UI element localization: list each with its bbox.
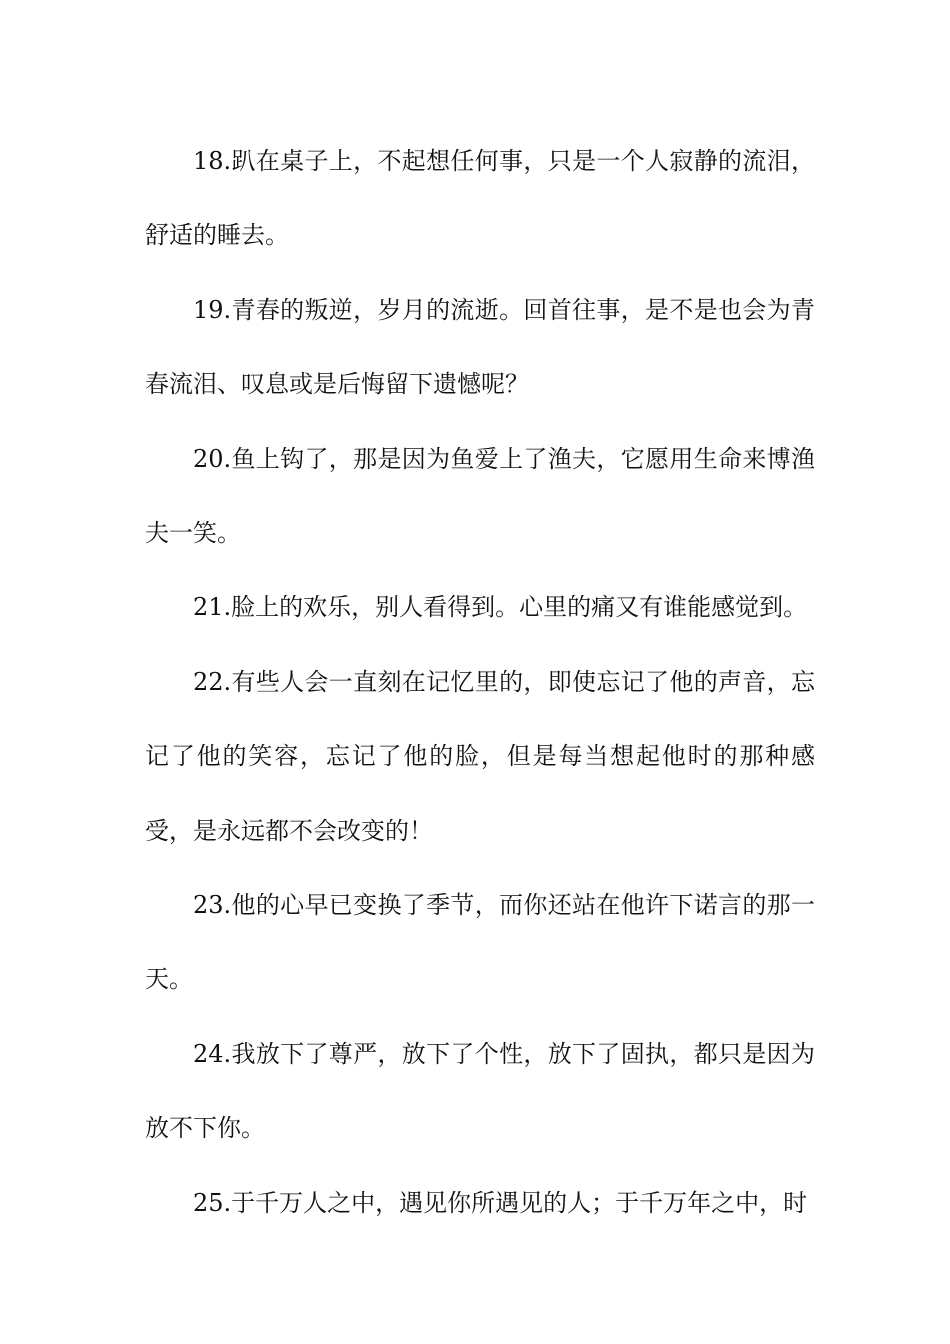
- paragraph-25: 25.于千万人之中，遇见你所遇见的人；于千万年之中，时: [193, 1188, 808, 1217]
- paragraph-24: 24.我放下了尊严，放下了个性，放下了固执，都只是因为放不下你。: [145, 1039, 815, 1143]
- paragraph-21: 21.脸上的欢乐，别人看得到。心里的痛又有谁能感觉到。: [193, 593, 808, 622]
- paragraph-18: 18.趴在桌子上，不起想任何事，只是一个人寂静的流泪，舒适的睡去。: [145, 147, 815, 250]
- paragraph-23: 23.他的心早已变换了季节，而你还站在他许下诺言的那一天。: [145, 891, 815, 994]
- document-body: [145, 124, 815, 1240]
- paragraph-20: 20.鱼上钩了，那是因为鱼爱上了渔夫，它愿用生命来博渔夫一笑。: [145, 444, 815, 548]
- paragraph-19: 19.青春的叛逆，岁月的流逝。回首往事，是不是也会为青春流泪、叹息或是后悔留下遗憾呢？: [145, 295, 815, 399]
- paragraph-22: 22.有些人会一直刻在记忆里的，即使忘记了他的声音，忘记了他的笑容，忘记了他的脸，但是每当想起他时的那种感受，是永远都不会改变的！: [145, 667, 815, 845]
